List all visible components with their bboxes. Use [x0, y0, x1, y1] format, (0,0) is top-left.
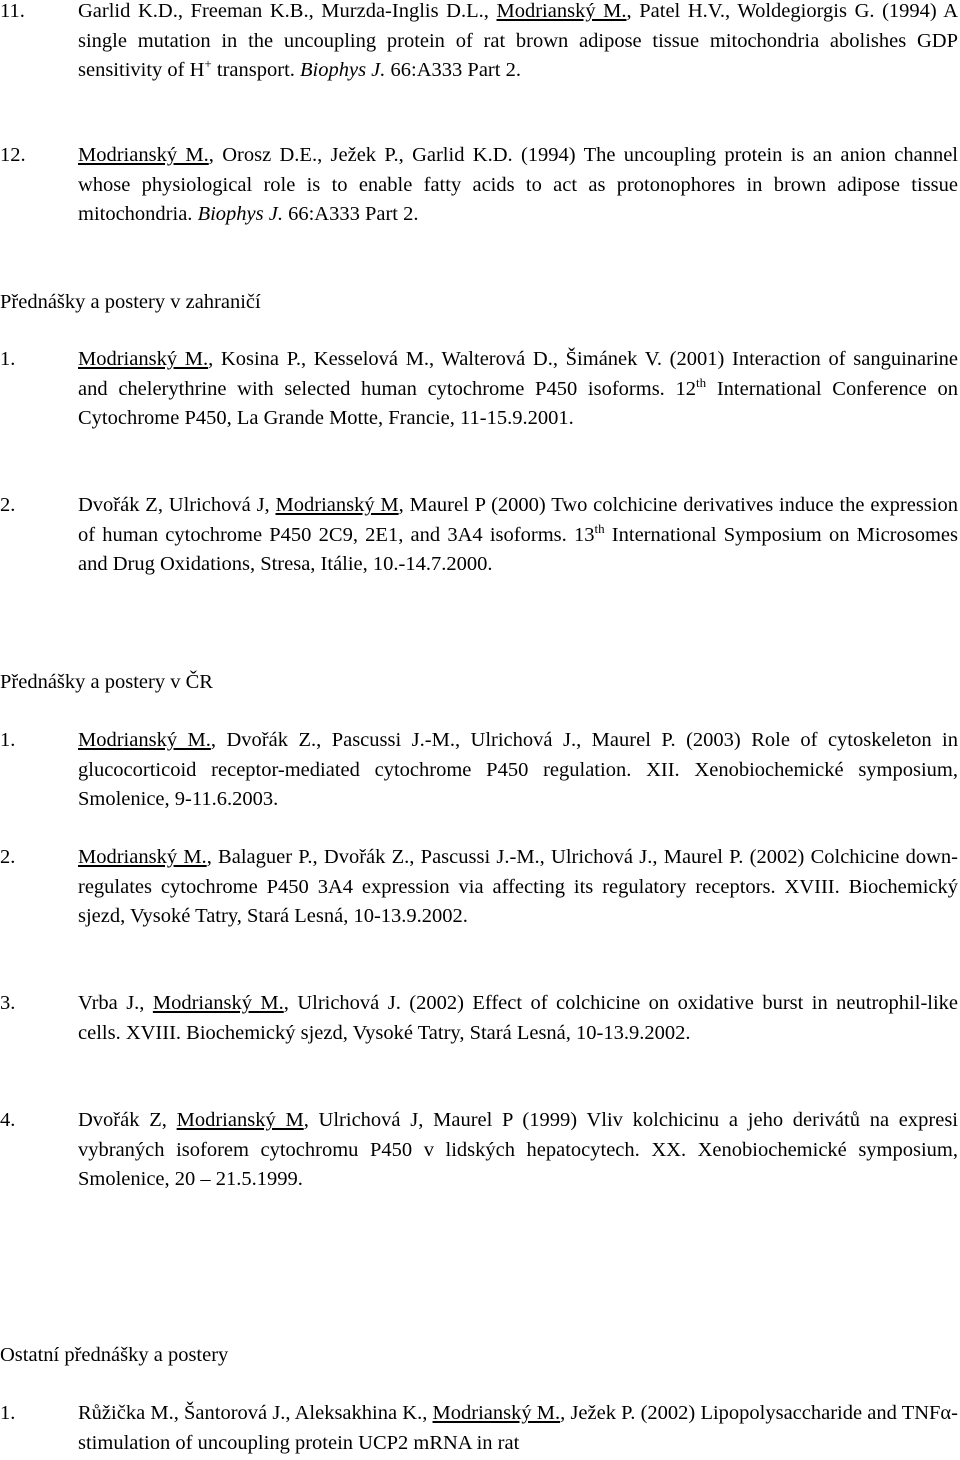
journal-name: Biophys J. — [300, 59, 386, 81]
entry-number: 3. — [0, 992, 16, 1014]
section-heading-cr: Přednášky a postery v ČR — [0, 671, 213, 693]
entry-number: 2. — [0, 846, 16, 868]
publication-entry — [0, 1106, 958, 1195]
highlighted-author: Modrianský M. — [78, 729, 211, 751]
highlighted-author: Modrianský M. — [152, 992, 284, 1014]
entry-number: 2. — [0, 494, 16, 516]
entry-number: 1. — [0, 1402, 16, 1424]
entry-text: Modrianský M., Dvořák Z., Pascussi J.-M., Ulrichová J., Maurel P. (2003) Role of cytoskeleton in glucocorticoid receptor-mediated cytochrome P450 regulation. XII. Xenobiochemické symposium, Smolenice, 9-11.6.2003. — [78, 729, 958, 810]
entry-text: Dvořák Z, Ulrichová J, Modrianský M, Maurel P (2000) Two colchicine derivatives induce the expression of human cytochrome P450 2C9, 2E1, and 3A4 isoforms. 13th International Symposium on Microsomes and Drug Oxidations, Stresa, Itálie, 10.-14.7.2000. — [78, 494, 959, 575]
highlighted-author: Modrianský M. — [78, 846, 207, 868]
section-heading-other: Ostatní přednášky a postery — [0, 1344, 229, 1366]
publication-entry — [0, 491, 958, 580]
publication-entry — [0, 726, 958, 815]
entry-text: Modrianský M., Balaguer P., Dvořák Z., Pascussi J.-M., Ulrichová J., Maurel P. (2002) Colchicine down-regulates cytochrome P450 3A4 expression via affecting its regulatory receptors. XVIII. Biochemický sjezd, Vysoké Tatry, Stará Lesná, 10-13.9.2002. — [78, 846, 959, 927]
entry-text: Vrba J., Modrianský M., Ulrichová J. (2002) Effect of colchicine on oxidative burst in neutrophil-like cells. XVIII. Biochemický sjezd, Vysoké Tatry, Stará Lesná, 10-13.9.2002. — [78, 992, 959, 1044]
entry-number: 12. — [0, 144, 26, 166]
highlighted-author: Modrianský M. — [496, 0, 627, 22]
publication-entry — [0, 345, 958, 434]
entry-text: Dvořák Z, Modrianský M, Ulrichová J, Maurel P (1999) Vliv kolchicinu a jeho derivátů na expresi vybraných isoforem cytochromu P450 v lidských hepatocytech. XX. Xenobiochemické symposium, Smolenice, 20 – 21.5.1999. — [78, 1109, 959, 1190]
entry-text: Garlid K.D., Freeman K.B., Murzda-Inglis D.L., Modrianský M., Patel H.V., Woldegiorgis G. (1994) A single mutation in the uncoupling protein of rat brown adipose tissue mitochondria abolishes GDP sensitivity of H+ transport. Biophys J. 66:A333 Part 2. — [78, 0, 959, 81]
entry-text: Modrianský M., Orosz D.E., Ježek P., Garlid K.D. (1994) The uncoupling protein is an anion channel whose physiological role is to enable fatty acids to act as protonophores in brown adipose tissue mitochondria. Biophys J. 66:A333 Part 2. — [78, 144, 959, 225]
entry-number: 11. — [0, 0, 25, 22]
highlighted-author: Modrianský M. — [78, 144, 209, 166]
entry-text: Modrianský M., Kosina P., Kesselová M., Walterová D., Šimánek V. (2001) Interaction of sanguinarine and chelerythrine with selected human cytochrome P450 isoforms. 12th International Conference on Cytochrome P450, La Grande Motte, Francie, 11-15.9.2001. — [78, 348, 958, 429]
entry-number: 1. — [0, 729, 16, 751]
publication-entry — [0, 141, 958, 230]
entry-number: 1. — [0, 348, 16, 370]
highlighted-author: Modrianský M — [275, 494, 399, 516]
section-heading-abroad: Přednášky a postery v zahraničí — [0, 291, 261, 313]
publication-entry — [0, 0, 958, 86]
publication-entry — [0, 989, 958, 1048]
publication-entry — [0, 843, 958, 932]
entry-text: Růžička M., Šantorová J., Aleksakhina K., Modrianský M., Ježek P. (2002) Lipopolysaccharide and TNFα-stimulation of uncoupling protein UCP2 mRNA in rat — [78, 1402, 958, 1454]
highlighted-author: Modrianský M — [176, 1109, 304, 1131]
highlighted-author: Modrianský M. — [432, 1402, 561, 1424]
publication-entry — [0, 1399, 958, 1458]
entry-number: 4. — [0, 1109, 16, 1131]
highlighted-author: Modrianský M. — [78, 348, 209, 370]
journal-name: Biophys J. — [197, 203, 283, 225]
